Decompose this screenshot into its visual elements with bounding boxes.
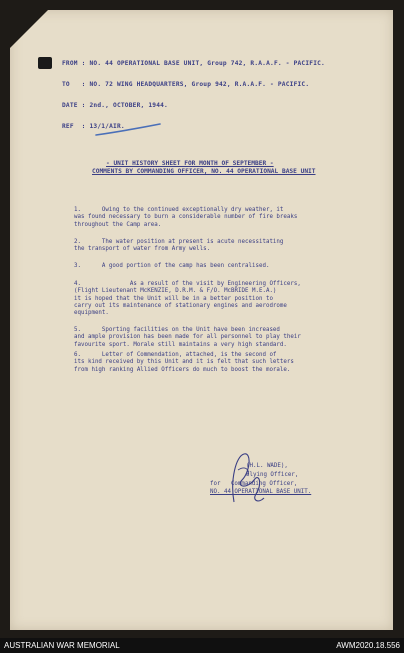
paragraph-6: 6. Letter of Commendation, attached, is the second of its kind received by this Unit and it is felt that such letters from high ranking Allied Officers do much to boost the morale.	[74, 352, 294, 373]
signatory-unit: NO. 44 OPERATIONAL BASE UNIT.	[210, 489, 312, 495]
paragraph-4: 4. As a result of the visit by Engineering Officers, (Flight Lieutenant McKENZIE, D.R.M. & F/O. McBRIDE M.E.A.) it is hoped that the Unit will be in a better position to carry out its maintenance of stationary engines and aerodrome equipment.	[74, 281, 301, 317]
handwritten-signature	[228, 450, 268, 510]
accession-number: AWM2020.18.556	[336, 641, 400, 650]
paper-clip-mark	[38, 57, 52, 69]
to-line: TO : NO. 72 WING HEADQUARTERS, Group 942, R.A.A.F. - PACIFIC.	[62, 81, 310, 88]
from-line: FROM : NO. 44 OPERATIONAL BASE UNIT, Group 742, R.A.A.F. - PACIFIC.	[62, 60, 325, 67]
ink-stroke-mark	[94, 123, 164, 137]
ref-line: REF : 13/1/AIR.	[62, 123, 125, 130]
signatory-rank: Flying Officer,	[246, 472, 299, 478]
signatory-name: (H.L. WADE),	[246, 463, 288, 469]
archive-footer	[0, 638, 404, 653]
title-line-2: COMMENTS BY COMMANDING OFFICER, NO. 44 OPERATIONAL BASE UNIT	[92, 168, 316, 175]
page-corner-fold	[10, 10, 48, 48]
title-line-1: - UNIT HISTORY SHEET FOR MONTH OF SEPTEMBER -	[106, 160, 274, 167]
institution-name: AUSTRALIAN WAR MEMORIAL	[4, 641, 120, 650]
paragraph-3: 3. A good portion of the camp has been centralised.	[74, 263, 270, 269]
paragraph-1: 1. Owing to the continued exceptionally dry weather, it was found necessary to burn a considerable number of fire breaks throughout the Camp area.	[74, 207, 298, 228]
date-line: DATE : 2nd., OCTOBER, 1944.	[62, 102, 168, 109]
signatory-for-line: for Commanding Officer,	[210, 481, 298, 487]
paragraph-2: 2. The water position at present is acute necessitating the transport of water from Army wells.	[74, 239, 284, 253]
document-page	[10, 10, 393, 630]
paragraph-5: 5. Sporting facilities on the Unit have been increased and ample provision has been made for all personnel to play their favourite sport. Morale still maintains a very high standard.	[74, 327, 301, 348]
